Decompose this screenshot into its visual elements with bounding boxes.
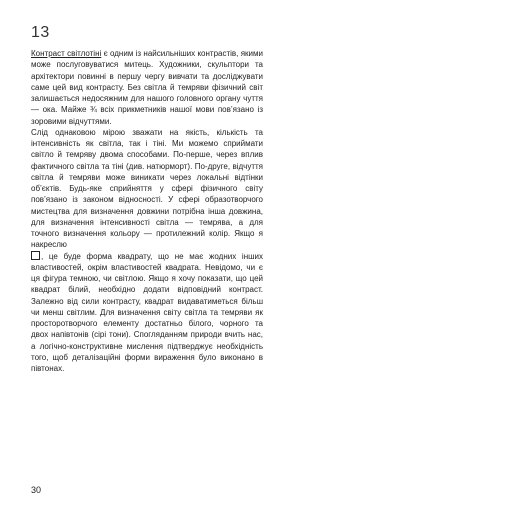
paragraph-light-and-dark xyxy=(31,127,263,375)
page-number: 30 xyxy=(31,485,42,495)
paragraph-2-text-start: Слід однаковою мірою зважати на якість, кількість та інтенсивність як світла, так і тіні. Ми можемо сприймати світло й темряву двома способами. По-перше, через вплив фактичного світла та тіні (див. натюрморт). По-друге, відчуття світла й темряви може виникати через локальні відтінки об’єктів. Будь-яке сприйняття у сфері фізичного світу пов’язано із законом відносності. У сфері образотворчого мистецтва для визначення довжини потрібна інша довжина, для визначення інтенсивності світла — темрява, а для точного визначення кольору — протилежний колір. Якщо я накреслю xyxy=(31,127,263,250)
paragraph-contrast-intro xyxy=(31,48,263,127)
square-shape-icon xyxy=(31,251,40,260)
section-number: 13 xyxy=(31,24,50,41)
paragraph-2-text-end: , це буде форма квадрату, що не має жодних інших властивостей, окрім властивостей квадрата. Невідомо, чи є ця фігура темною, чи світлою. Якщо я хочу показати, що цей квадрат білий, необхідно додати відповідний контраст. Залежно від сили контрасту, квадрат видаватиметься більш чи менш світлим. Для визначення світу світла та темряви як просторотворчого елементу достатньо білого, чорного та двох напівтонів (сірі тони). Спогляданням природи вчить нас, а логічно-конструктивне мислення підтверджує необхідність того, щоб деталізаційні форми вираження було виконано в півтонах. xyxy=(31,251,263,373)
body-text xyxy=(31,48,263,374)
paragraph-1-text: є одним із найсильніших контрастів, якими може послуговуватися митець. Художники, скульптори та архітектори повинні в першу чергу вивчати та досліджувати саме цей вид контрасту. Без світла й темряви фізичний світ залишається недосяжним для нашого головного органу чуття — ока. Майже ¾ всіх прикметників нашої мови пов’язано із зоровими відчуттями. xyxy=(31,49,263,126)
term-light-shadow-contrast: Контраст світлотіні xyxy=(31,49,102,58)
